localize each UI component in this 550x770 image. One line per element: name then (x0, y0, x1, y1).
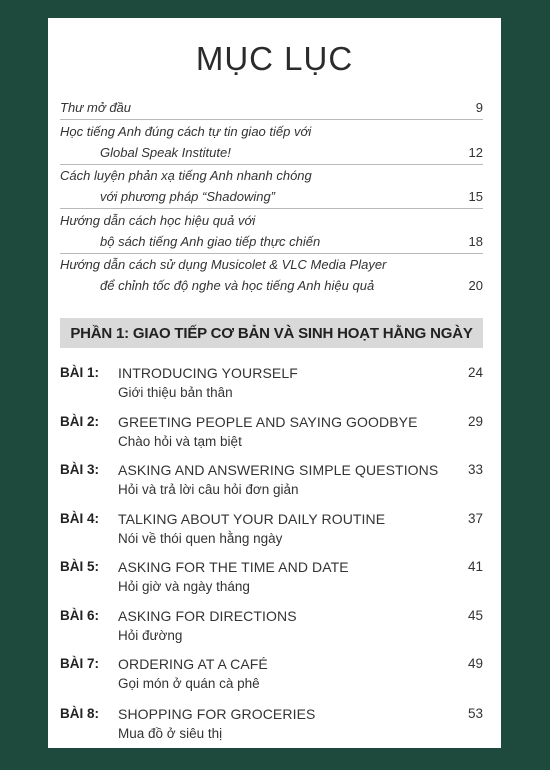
intro-entry-4-cont[interactable] (100, 234, 483, 249)
lesson-title-en: SHOPPING FOR GROCERIES (118, 706, 316, 722)
page-title: MỤC LỤC (195, 40, 354, 77)
lesson-title-vi: Nói về thói quen hằng ngày (118, 531, 283, 546)
lesson-number: BÀI 6: (60, 608, 100, 623)
lesson-8[interactable] (60, 706, 483, 750)
lesson-4[interactable] (60, 511, 483, 555)
lesson-title-en: ASKING AND ANSWERING SIMPLE QUESTIONS (118, 462, 439, 478)
intro-entry-text: Học tiếng Anh đúng cách tự tin giao tiếp với (60, 124, 312, 139)
intro-entry-page: 12 (468, 145, 483, 160)
part-banner: PHẦN 1: GIAO TIẾP CƠ BẢN VÀ SINH HOẠT HẰNG NGÀY (60, 318, 483, 348)
lesson-title-en: INTRODUCING YOURSELF (118, 365, 298, 381)
toc-page (48, 18, 501, 748)
intro-entry-text: Thư mở đầu (60, 100, 132, 115)
lesson-7[interactable] (60, 656, 483, 700)
lesson-title-vi: Hỏi và trả lời câu hỏi đơn giản (118, 482, 299, 497)
lesson-title-en: ORDERING AT A CAFÉ (118, 656, 268, 672)
intro-entry-3[interactable] (60, 168, 483, 183)
intro-entry-2-cont[interactable] (100, 145, 483, 160)
intro-entry-text: để chỉnh tốc độ nghe và học tiếng Anh hiệu quả (100, 278, 375, 293)
lesson-title-vi: Hỏi giờ và ngày tháng (118, 579, 250, 594)
intro-entry-5[interactable] (60, 257, 483, 272)
lesson-title-vi: Giới thiệu bản thân (118, 385, 233, 400)
lesson-6[interactable] (60, 608, 483, 652)
lesson-5[interactable] (60, 559, 483, 603)
divider (60, 164, 483, 165)
divider (60, 253, 483, 254)
intro-entry-4[interactable] (60, 213, 483, 228)
lesson-number: BÀI 1: (60, 365, 100, 380)
lesson-title-en: ASKING FOR DIRECTIONS (118, 608, 297, 624)
lesson-2[interactable] (60, 414, 483, 458)
lesson-page: 45 (467, 608, 483, 623)
intro-entry-page: 20 (468, 278, 483, 293)
lesson-number: BÀI 4: (60, 511, 100, 526)
lesson-title-vi: Chào hỏi và tạm biệt (118, 434, 242, 449)
divider (60, 119, 483, 120)
lesson-page: 29 (467, 414, 483, 429)
lesson-title-vi: Mua đồ ở siêu thị (118, 726, 223, 741)
intro-entry-page: 9 (475, 100, 483, 115)
lesson-page: 33 (467, 462, 483, 477)
intro-entry-text: Global Speak Institute! (100, 145, 231, 160)
intro-entry-text: Cách luyện phản xạ tiếng Anh nhanh chóng (60, 168, 312, 183)
lesson-1[interactable] (60, 365, 483, 409)
lesson-number: BÀI 5: (60, 559, 100, 574)
intro-entry-page: 18 (468, 234, 483, 249)
intro-entry-text: Hướng dẫn cách sử dụng Musicolet & VLC Media Player (60, 257, 387, 272)
lesson-number: BÀI 8: (60, 706, 100, 721)
intro-entry-text: bộ sách tiếng Anh giao tiếp thực chiến (100, 234, 321, 249)
intro-entry-2[interactable] (60, 124, 483, 139)
lesson-title-en: GREETING PEOPLE AND SAYING GOODBYE (118, 414, 418, 430)
lesson-number: BÀI 2: (60, 414, 100, 429)
lesson-page: 53 (467, 706, 483, 721)
intro-entry-5-cont[interactable] (100, 278, 483, 293)
divider (60, 208, 483, 209)
intro-entry-text: Hướng dẫn cách học hiệu quả với (60, 213, 256, 228)
lesson-title-vi: Gọi món ở quán cà phê (118, 676, 260, 691)
lesson-page: 24 (467, 365, 483, 380)
intro-entry-1[interactable] (60, 100, 483, 115)
lesson-number: BÀI 7: (60, 656, 100, 671)
lesson-page: 49 (467, 656, 483, 671)
intro-entry-text: với phương pháp “Shadowing” (100, 189, 276, 204)
lesson-number: BÀI 3: (60, 462, 100, 477)
lesson-title-en: ASKING FOR THE TIME AND DATE (118, 559, 349, 575)
lesson-page: 41 (467, 559, 483, 574)
lesson-3[interactable] (60, 462, 483, 506)
lesson-page: 37 (467, 511, 483, 526)
intro-entry-page: 15 (468, 189, 483, 204)
lesson-title-en: TALKING ABOUT YOUR DAILY ROUTINE (118, 511, 386, 527)
lesson-title-vi: Hỏi đường (118, 628, 183, 643)
intro-entry-3-cont[interactable] (100, 189, 483, 204)
